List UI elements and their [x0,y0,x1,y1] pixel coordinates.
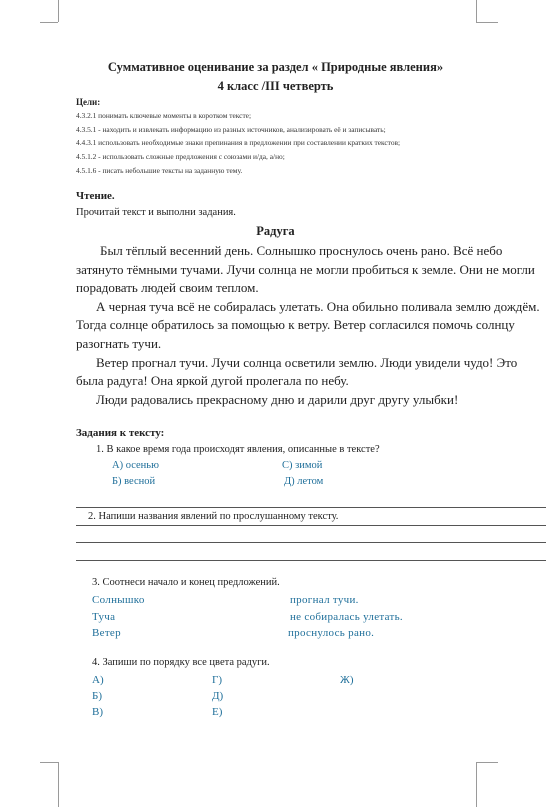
match-left-item[interactable]: Солнышко [92,594,145,606]
answer-line[interactable] [76,560,546,561]
crop-mark-bottom-right [476,762,477,807]
answer-option[interactable]: Б) весной [112,476,156,487]
match-right-item[interactable]: прогнал тучи. [290,594,359,606]
goal-item: 4.5.1.6 - писать небольшие тексты на заданную тему. [76,166,243,175]
rainbow-color-slot[interactable]: Б) [92,690,102,702]
crop-mark-top-right [476,0,477,22]
answer-line[interactable] [76,525,546,526]
page-subtitle: 4 класс /III четверть [217,79,334,93]
crop-mark-bottom-left [58,762,59,807]
rainbow-color-slot[interactable]: А) [92,674,104,686]
story-text [76,242,546,409]
answer-option[interactable]: А) осенью [112,460,159,471]
tasks-label: Задания к тексту: [76,427,165,439]
answer-option[interactable]: С) зимой [282,460,323,471]
story-paragraph: А черная туча всё не собиралась улетать. Она обильно поливала землю дождём. Тогда солнце обратилось за помощью к ветру. Ветер согласился помочь солнцу разогнать тучи. [76,298,540,351]
goal-item: 4.3.2.1 понимать ключевые моменты в коротком тексте; [76,111,252,120]
goals-label: Цели: [76,97,101,107]
crop-mark-bottom-left [40,762,58,763]
question-1: 1. В какое время года происходят явления, описанные в тексте? [96,444,380,455]
reading-instruction: Прочитай текст и выполни задания. [76,207,236,218]
goal-item: 4.3.5.1 - находить и извлекать информацию из разных источников, анализировать её и записывать; [76,125,386,134]
goal-item: 4.5.1.2 - использовать сложные предложения с союзами и/да, а/но; [76,152,285,161]
match-left-item[interactable]: Ветер [92,627,121,639]
question-2: 2. Напиши названия явлений по прослушанному тексту. [88,511,339,522]
match-left-item[interactable]: Туча [92,611,116,623]
rainbow-color-slot[interactable]: Ж) [340,674,354,686]
match-right-item[interactable]: не собиралась улетать. [290,611,403,623]
answer-line[interactable] [76,507,546,508]
crop-mark-top-right [476,22,498,23]
match-right-item[interactable]: проснулось рано. [288,627,375,639]
crop-mark-bottom-right [476,762,498,763]
rainbow-color-slot[interactable]: Г) [212,674,223,686]
question-3: 3. Соотнеси начало и конец предложений. [92,577,280,588]
question-4: 4. Запиши по порядку все цвета радуги. [92,657,270,668]
answer-option[interactable]: Д) летом [284,476,324,487]
goal-item: 4.4.3.1 использовать необходимые знаки препинания в предложении при составлении кратких текстов; [76,138,401,147]
crop-mark-top-left [40,22,58,23]
story-title: Радуга [256,224,295,238]
answer-line[interactable] [76,542,546,543]
story-paragraph: Был тёплый весенний день. Солнышко проснулось очень рано. Всё небо затянуто тёмными тучами. Лучи солнца не могли пробиться к земле. Они не могли порадовать людей своим теплом. [76,243,535,296]
rainbow-color-slot[interactable]: В) [92,706,103,718]
crop-mark-top-left [58,0,59,22]
story-paragraph: Ветер прогнал тучи. Лучи солнца осветили землю. Люди увидели чудо! Это была радуга! Она яркой дугой пролегала по небу. [76,354,518,389]
story-paragraph: Люди радовались прекрасному дню и дарили друг другу улыбки! [96,391,459,407]
reading-label: Чтение. [76,190,115,202]
rainbow-color-slot[interactable]: Е) [212,706,223,718]
rainbow-color-slot[interactable]: Д) [212,690,224,702]
page-title: Суммативное оценивание за раздел « Природные явления» [107,60,444,74]
